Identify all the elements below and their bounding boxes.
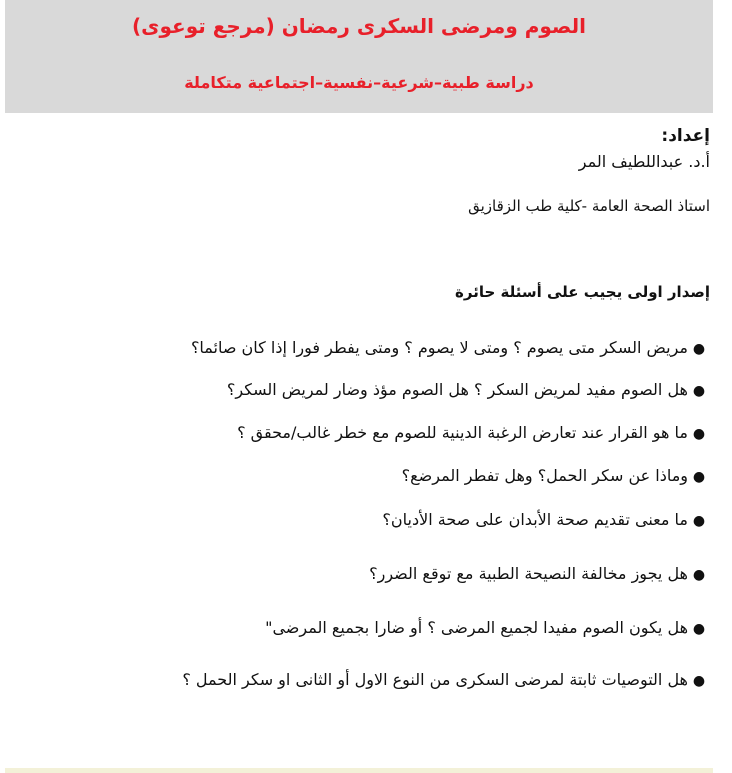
question-text: وماذا عن سكر الحمل؟ وهل تفطر المرضع؟: [401, 466, 688, 485]
page-title: الصوم ومرضى السكرى رمضان (مرجع توعوى): [132, 14, 586, 38]
bullet-icon: ●: [692, 673, 706, 689]
bullet-icon: ●: [692, 621, 706, 637]
question-text: هل الصوم مفيد لمريض السكر ؟ هل الصوم مؤذ وضار لمريض السكر؟: [226, 380, 688, 399]
list-item: [70, 337, 710, 360]
question-text: مريض السكر متى يصوم ؟ ومتى لا يصوم ؟ ومتى يفطر فورا إذا كان صائما؟: [190, 338, 688, 357]
author-block: [190, 124, 710, 218]
author-name: أ.د. عبداللطيف المر: [578, 152, 710, 171]
page-bottom-border: [5, 768, 713, 773]
bullet-icon: ●: [692, 567, 706, 583]
bullet-icon: ●: [692, 383, 706, 399]
bullet-icon: ●: [692, 469, 706, 485]
list-item: [70, 465, 710, 488]
list-item: [70, 563, 710, 586]
title-banner: [5, 0, 713, 113]
list-item: [70, 509, 710, 532]
bullet-icon: ●: [692, 426, 706, 442]
question-text: هل يكون الصوم مفيدا لجميع المرضى ؟ أو ضارا بجميع المرضى": [265, 618, 688, 637]
bullet-icon: ●: [692, 513, 706, 529]
list-item: [70, 379, 710, 402]
intro-heading: إصدار اولى يجيب على أسئلة حائرة: [455, 283, 710, 301]
author-affiliation: استاذ الصحة العامة -كلية طب الزقازيق: [468, 197, 710, 215]
list-item: [70, 422, 710, 445]
question-text: هل التوصيات ثابتة لمرضى السكرى من النوع الاول أو الثانى او سكر الحمل ؟: [182, 670, 688, 689]
question-text: ما هو القرار عند تعارض الرغبة الدينية للصوم مع خطر غالب/محقق ؟: [237, 423, 688, 442]
question-text: ما معنى تقديم صحة الأبدان على صحة الأديان؟: [382, 510, 688, 529]
bullet-icon: ●: [692, 341, 706, 357]
page-subtitle: دراسة طبية–شرعية–نفسية–اجتماعية متكاملة: [184, 73, 534, 92]
list-item: [70, 617, 710, 640]
prepared-by-label: إعداد:: [661, 126, 710, 146]
question-text: هل يجوز مخالفة النصيحة الطبية مع توقع الضرر؟: [369, 564, 688, 583]
list-item: [70, 669, 710, 692]
